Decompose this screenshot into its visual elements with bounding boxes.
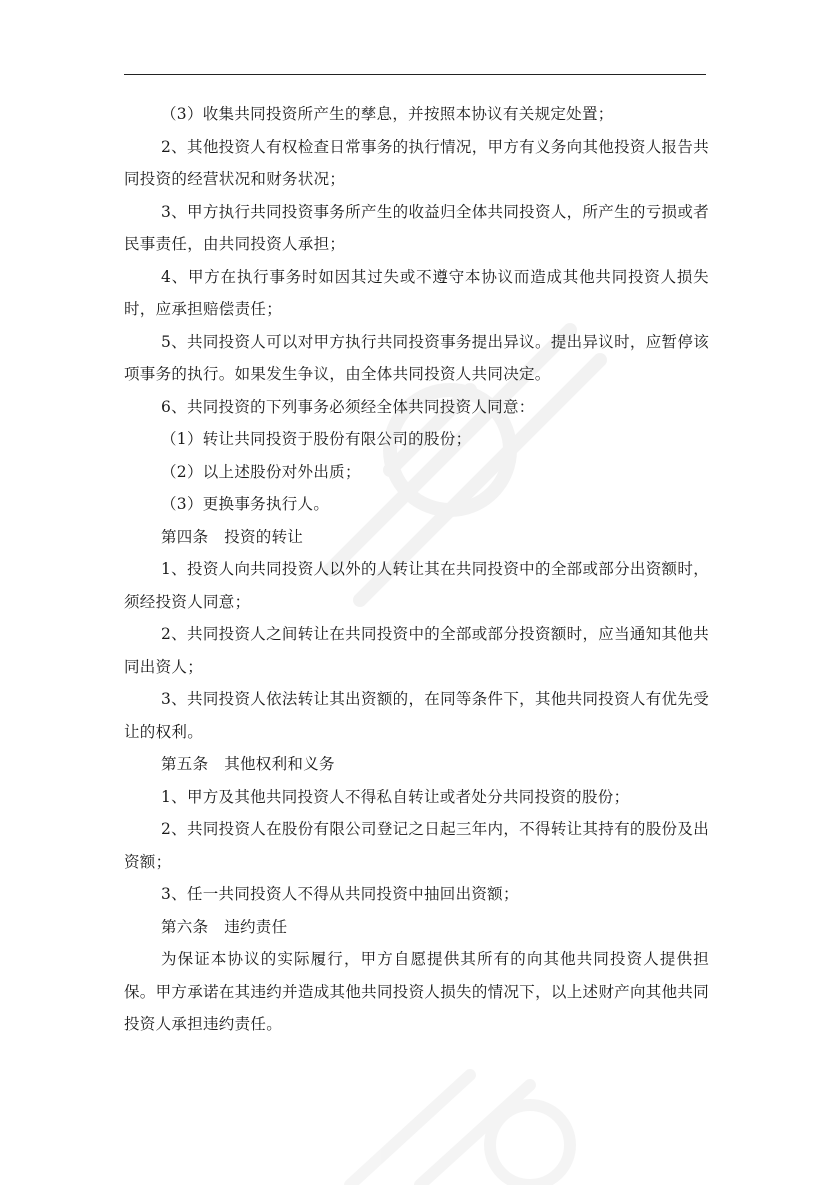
paragraph-unanimous-consent: 6、共同投资的下列事务必须经全体共同投资人同意： bbox=[161, 397, 535, 416]
paragraph-guarantee: 为保证本协议的实际履行，甲方自愿提供其所有的向其他共同投资人提供担保。甲方承诺在其违约并造成其他共同投资人损失的情况下，以上述财产向其他共同投资人承担违约责任。 bbox=[124, 950, 709, 1033]
section-heading-article-6: 第六条 违约责任 bbox=[161, 917, 288, 936]
watermark-graphic-bottom bbox=[330, 1055, 610, 1185]
section-heading-article-4: 第四条 投资的转让 bbox=[161, 527, 304, 546]
list-item-change-executor: （3）更换事务执行人。 bbox=[161, 495, 330, 513]
paragraph-transfer-between: 2、共同投资人之间转让在共同投资中的全部或部分投资额时，应当通知其他共同出资人； bbox=[124, 625, 709, 676]
section-heading-article-5: 第五条 其他权利和义务 bbox=[161, 755, 335, 773]
paragraph-inspection-right: 2、其他投资人有权检查日常事务的执行情况，甲方有义务向其他投资人报告共同投资的经营状况和财务状况； bbox=[124, 137, 709, 188]
list-item-transfer-shares: （1）转让共同投资于股份有限公司的股份； bbox=[161, 430, 472, 448]
paragraph-objection: 5、共同投资人可以对甲方执行共同投资事务提出异议。提出异议时，应暂停该项事务的执行。如果发生争议，由全体共同投资人共同决定。 bbox=[124, 332, 709, 383]
paragraph-income-allocation: 3、甲方执行共同投资事务所产生的收益归全体共同投资人，所产生的亏损或者民事责任，由共同投资人承担； bbox=[124, 202, 709, 253]
paragraph-compensation: 4、甲方在执行事务时如因其过失或不遵守本协议而造成其他共同投资人损失时，应承担赔偿责任； bbox=[124, 267, 709, 318]
paragraph-collect-interest: （3）收集共同投资所产生的孳息，并按照本协议有关规定处置； bbox=[161, 105, 614, 123]
paragraph-no-withdrawal: 3、任一共同投资人不得从共同投资中抽回出资额； bbox=[161, 885, 519, 903]
list-item-pledge: （2）以上述股份对外出质； bbox=[161, 462, 361, 481]
paragraph-transfer-outside: 1、投资人向共同投资人以外的人转让其在共同投资中的全部或部分出资额时，须经投资人同意； bbox=[124, 560, 709, 611]
paragraph-lockup-period: 2、共同投资人在股份有限公司登记之日起三年内，不得转让其持有的股份及出资额； bbox=[124, 820, 709, 871]
document-body bbox=[124, 98, 709, 1041]
header-rule bbox=[124, 74, 706, 75]
paragraph-no-private-transfer: 1、甲方及其他共同投资人不得私自转让或者处分共同投资的股份； bbox=[161, 787, 630, 806]
paragraph-preemptive-right: 3、共同投资人依法转让其出资额的，在同等条件下，其他共同投资人有优先受让的权利。 bbox=[124, 690, 709, 741]
